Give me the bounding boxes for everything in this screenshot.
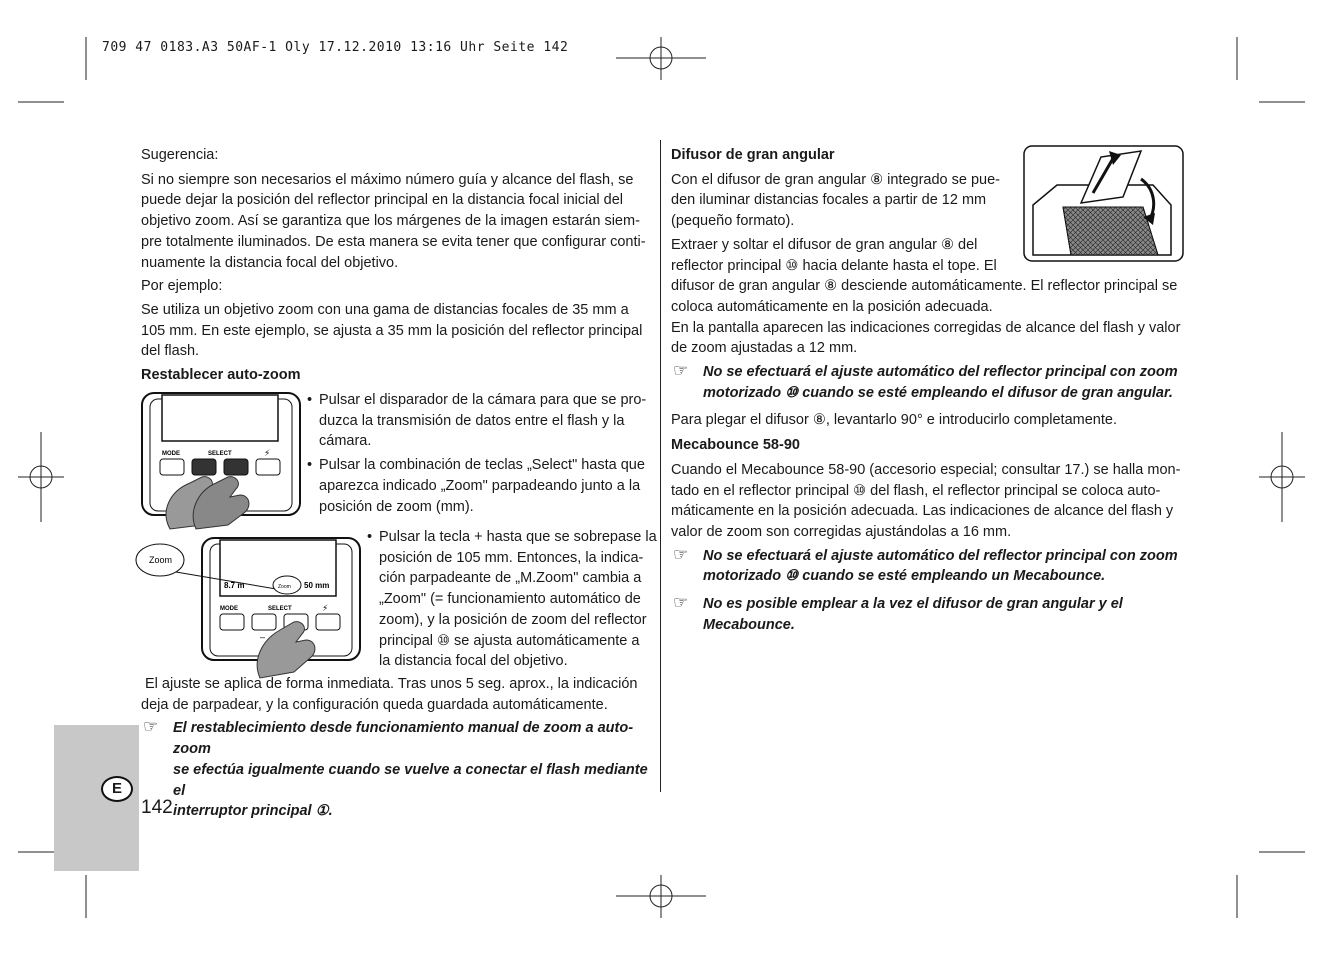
example-line: 105 mm. En este ejemplo, se ajusta a 35 mm la posición del reflector principal — [141, 322, 643, 339]
reset-heading: Restablecer auto-zoom — [141, 367, 301, 384]
svg-text:⚡: ⚡ — [264, 449, 271, 459]
language-badge: E — [101, 776, 133, 802]
body-line: de zoom ajustadas a 12 mm. — [671, 340, 858, 357]
example-line: del flash. — [141, 343, 200, 360]
body-line: Con el difusor de gran angular ⑧ integrado se pue- — [671, 171, 1000, 188]
right-column — [671, 145, 1191, 635]
bullet-item: • Pulsar la tecla + hasta que se sobrepase la posición de 105 mm. Entonces, la indica- ción parpadeante de „M.Zoom" cambia a „Zoom" (= funcionamiento automático de zoom), y la posición de zoom del reflector principal ⑩ se ajusta automáticamente a la distancia focal del objetivo. — [367, 527, 657, 672]
note-mecabounce: ☞ No se efectuará el ajuste automático del reflector principal con zoom motorizado ⑩ cuando se esté empleando un Mecabounce. — [673, 544, 1178, 585]
body-line: deja de parpadear, y la configuración queda guardada automáticamente. — [141, 696, 608, 713]
registration-mark-top — [616, 37, 706, 80]
left-column-top — [141, 145, 661, 386]
body-line: Extraer y soltar el difusor de gran angular ⑧ del — [671, 236, 978, 253]
page-number: 142 — [141, 797, 173, 818]
flash-panel-illustration-2 — [134, 534, 366, 680]
body-line: Cuando el Mecabounce 58-90 (accesorio especial; consultar 17.) se halla mon- — [671, 461, 1181, 478]
body-line: tado en el reflector principal ⑩ del flash, el reflector principal se coloca auto- — [671, 482, 1161, 499]
svg-text:Zoom: Zoom — [149, 555, 173, 565]
pointing-hand-icon: ☞ — [143, 717, 159, 737]
diffuser-heading: Difusor de gran angular — [671, 147, 835, 163]
svg-text:Zoom: Zoom — [278, 584, 291, 590]
bullets-group-2 — [367, 527, 657, 672]
tip-line: pre totalmente iluminados. De esta manera se evita tener que configurar conti- — [141, 233, 646, 250]
body-line: El ajuste se aplica de forma inmediata. Tras unos 5 seg. aprox., la indicación — [145, 676, 638, 692]
svg-text:–: – — [260, 632, 266, 642]
registration-mark-bottom — [616, 875, 706, 918]
body-line: den iluminar distancias focales a partir de 12 mm — [671, 192, 987, 209]
tip-line: nuamente la distancia focal del objetivo. — [141, 254, 399, 271]
tip-title: Sugerencia: — [141, 147, 219, 163]
svg-text:SELECT: SELECT — [208, 451, 232, 457]
body-line: En la pantalla aparecen las indicaciones corregidas de alcance del flash y valor — [671, 319, 1181, 336]
registration-mark-left — [18, 432, 64, 522]
flash-panel-illustration-1 — [140, 391, 305, 531]
bullet-item: • Pulsar la combinación de teclas „Select" hasta que aparezca indicado „Zoom" parpadeando junto a la posición de zoom (mm). — [307, 455, 657, 517]
note-reset: ☞ El restablecimiento desde funcionamiento manual de zoom a auto-zoom se efectúa igualmente cuando se vuelve a conectar el flash mediante el interruptor principal ①. — [143, 717, 648, 820]
svg-text:50 mm: 50 mm — [304, 581, 330, 590]
body-line: reflector principal ⑩ hacia delante hasta el tope. El — [671, 257, 997, 274]
body-line: Para plegar el difusor ⑧, levantarlo 90° e introducirlo completamente. — [671, 412, 1117, 429]
svg-text:SELECT: SELECT — [268, 606, 292, 612]
body-line: difusor de gran angular ⑧ desciende automáticamente. El reflector principal se — [671, 278, 1178, 295]
pointing-hand-icon: ☞ — [673, 361, 689, 381]
mecabounce-heading: Mecabounce 58-90 — [671, 437, 800, 454]
print-slug: 709 47 0183.A3 50AF-1 Oly 17.12.2010 13:16 Uhr Seite 142 — [102, 40, 569, 55]
body-line: valor de zoom son corregidas ajustándolas a 16 mm. — [671, 523, 1012, 540]
pointing-hand-icon: ☞ — [673, 593, 689, 613]
bullet-item: • Pulsar el disparador de la cámara para que se pro- duzca la transmisión de datos entre el flash y la cámara. — [307, 390, 657, 452]
svg-text:MODE: MODE — [162, 451, 180, 457]
note-combination: ☞ No es posible emplear a la vez el difusor de gran angular y el Mecabounce. — [673, 593, 1123, 633]
pointing-hand-icon: ☞ — [673, 544, 689, 564]
body-line: máticamente en la posición adecuada. Las indicaciones de alcance del flash y — [671, 503, 1174, 520]
note-diffuser: ☞ No se efectuará el ajuste automático del reflector principal con zoom motorizado ⑩ cuando se esté empleando el difusor de gran angular. — [673, 361, 1178, 401]
svg-text:MODE: MODE — [220, 606, 238, 612]
svg-text:⚡: ⚡ — [322, 604, 329, 614]
svg-text:8.7 m: 8.7 m — [224, 581, 245, 590]
tip-line: Si no siempre son necesarios el máximo número guía y alcance del flash, se — [141, 171, 634, 188]
tip-line: objetivo zoom. Así se garantiza que los márgenes de la imagen estarán siem- — [141, 213, 640, 230]
tip-line: puede dejar la posición del reflector principal en la distancia focal inicial del — [141, 192, 624, 209]
bullets-group-1 — [307, 390, 657, 517]
body-line: coloca automáticamente en la posición adecuada. — [671, 298, 993, 315]
left-column-bottom — [141, 674, 661, 822]
body-line: (pequeño formato). — [671, 213, 795, 230]
example-line: Se utiliza un objetivo zoom con una gama de distancias focales de 35 mm a — [141, 301, 629, 318]
registration-mark-right — [1259, 432, 1305, 522]
example-title: Por ejemplo: — [141, 278, 223, 295]
